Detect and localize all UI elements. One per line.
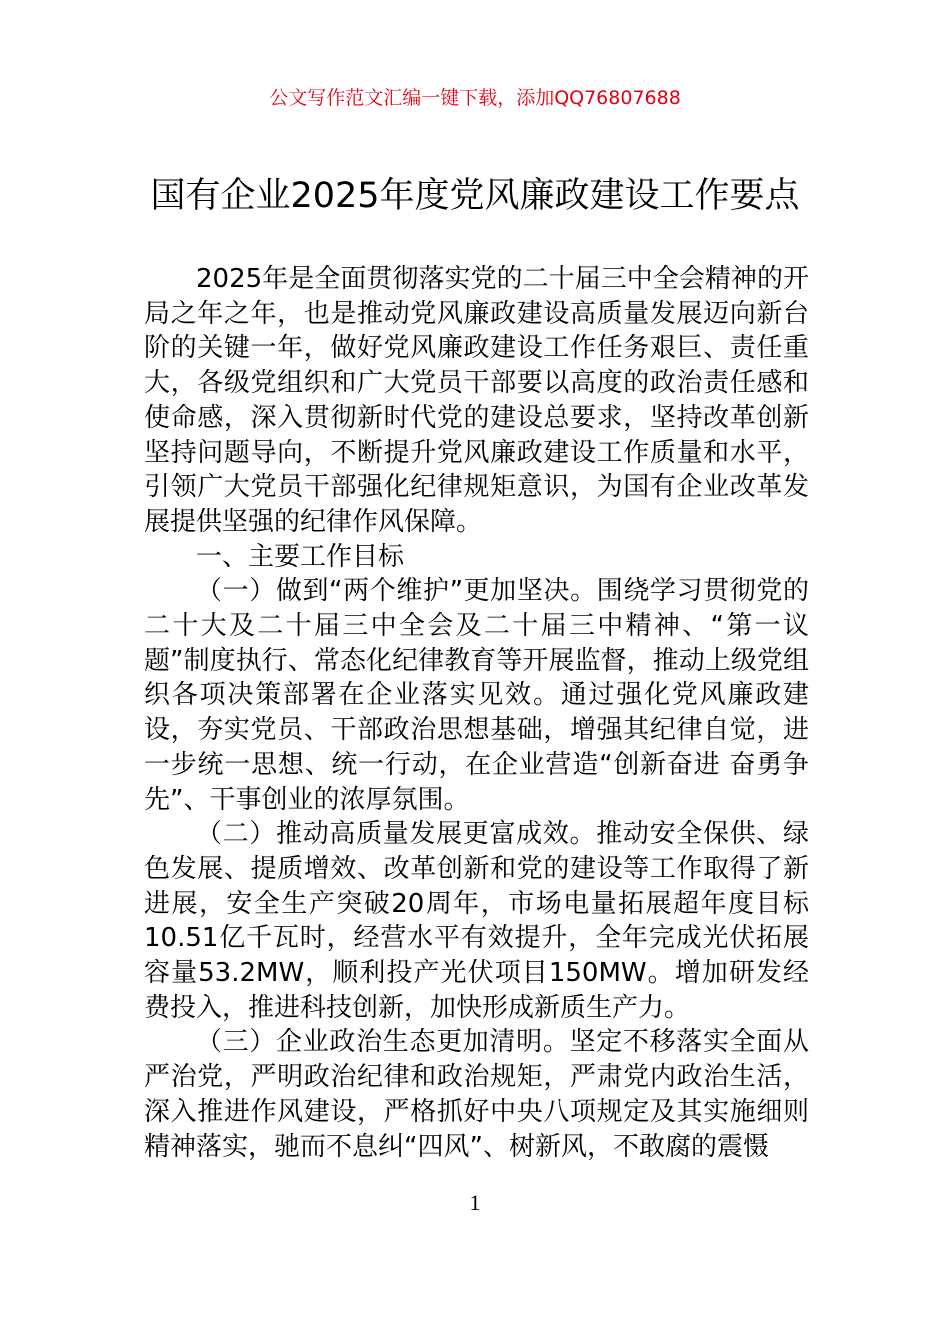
goal-paragraph-2: （二）推动高质量发展更富成效。推动安全保供、绿色发展、提质增效、改革创新和党的建设等工作取得了新进展，安全生产突破20周年，市场电量拓展超年度目标10.51亿千瓦时，经营水平有效提升，全年完成光伏拓展容量53.2MW，顺利投产光伏项目150MW。增加研发经费投入，推进科技创新，加快形成新质生产力。 bbox=[144, 819, 809, 1023]
goal-paragraph-3: （三）企业政治生态更加清明。坚定不移落实全面从严治党，严明政治纪律和政治规矩，严肃党内政治生活，深入推进作风建设，严格抓好中央八项规定及其实施细则精神落实，驰而不息纠“四风”、树新风，不敢腐的震慑 bbox=[144, 1027, 809, 1162]
goal-paragraph-1: （一）做到“两个维护”更加坚决。围绕学习贯彻党的二十大及二十届三中全会及二十届三中精神、“第一议题”制度执行、常态化纪律教育等开展监督，推动上级党组织各项决策部署在企业落实见效。通过强化党风廉政建设，夯实党员、干部政治思想基础，增强其纪律自觉，进一步统一思想、统一行动，在企业营造“创新奋进 奋勇争先”、干事创业的浓厚氛围。 bbox=[144, 576, 809, 815]
document-body bbox=[144, 262, 809, 1164]
section-heading: 一、主要工作目标 bbox=[196, 541, 405, 572]
intro-paragraph: 2025年是全面贯彻落实党的二十届三中全会精神的开局之年之年，也是推动党风廉政建设高质量发展迈向新台阶的关键一年，做好党风廉政建设工作任务艰巨、责任重大，各级党组织和广大党员干部要以高度的政治责任感和使命感，深入贯彻新时代党的建设总要求，坚持改革创新坚持问题导向，不断提升党风廉政建设工作质量和水平，引领广大党员干部强化纪律规矩意识，为国有企业改革发展提供坚强的纪律作风保障。 bbox=[144, 264, 809, 537]
page-number: 1 bbox=[469, 1190, 481, 1215]
watermark-banner: 公文写作范文汇编一键下载，添加QQ76807688 bbox=[269, 87, 681, 109]
document-title: 国有企业2025年度党风廉政建设工作要点 bbox=[150, 176, 800, 216]
